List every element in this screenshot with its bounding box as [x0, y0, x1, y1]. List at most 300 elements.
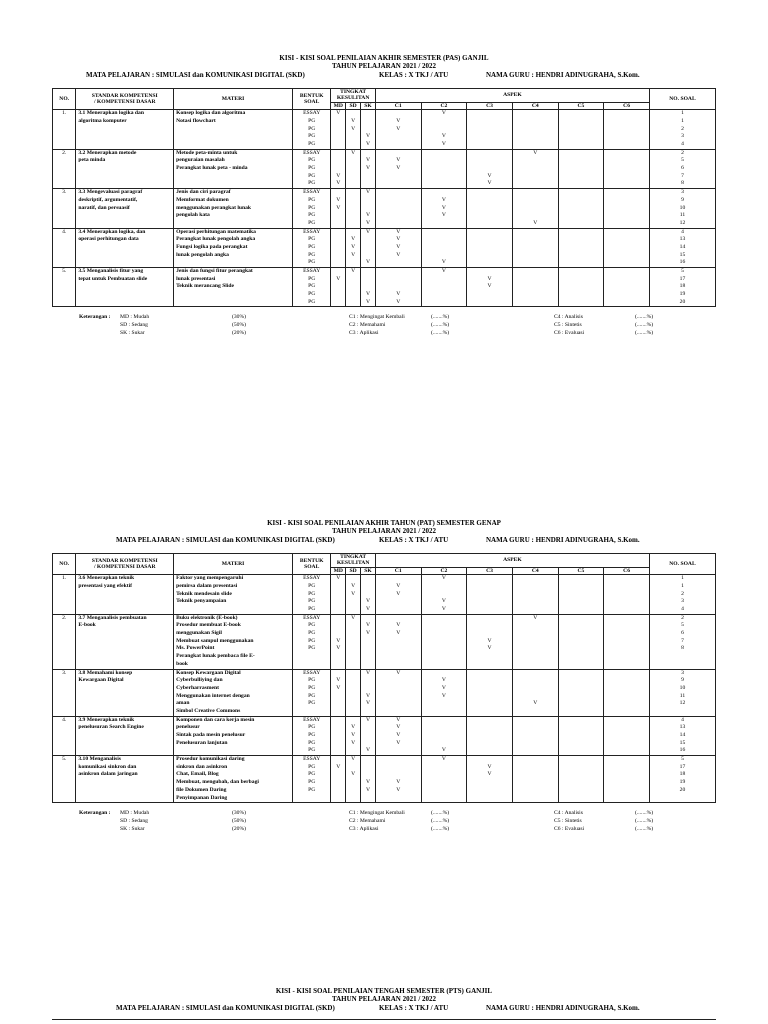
c3-mark — [469, 165, 510, 173]
c1-mark — [378, 212, 419, 220]
c2-mark — [424, 252, 465, 260]
no-soal: 8 — [681, 180, 684, 187]
sk-mark: V — [365, 212, 370, 219]
c1-mark-cell — [375, 268, 421, 307]
c3-mark-cell — [467, 716, 513, 755]
c6-mark — [606, 299, 647, 307]
no-soal: 3 — [681, 598, 684, 605]
c6-mark-cell — [604, 614, 650, 669]
materi-line: sinkron dan asinkron — [176, 763, 228, 770]
standar-kompetensi-line: peta minda — [78, 157, 106, 164]
bentuk-soal: PG — [308, 275, 316, 282]
sd-mark: V — [351, 756, 356, 763]
c2-mark: V — [441, 204, 446, 211]
c5-mark — [561, 291, 602, 299]
sk-mark — [363, 180, 373, 188]
c4-mark — [515, 787, 556, 795]
c2-mark: V — [441, 692, 446, 699]
materi-line: Ms. PowerPoint — [176, 645, 215, 652]
c2-mark-cell — [421, 669, 467, 716]
no-soal: 16 — [679, 747, 686, 754]
doc-meta — [52, 1004, 716, 1013]
bentuk-soal: PG — [308, 243, 316, 250]
c1-mark-cell — [375, 756, 421, 803]
no-soal: 15 — [679, 739, 686, 746]
c3-mark-cell — [467, 268, 513, 307]
c1-mark — [378, 638, 419, 646]
c2-mark — [424, 173, 465, 181]
c6-mark — [606, 670, 647, 678]
sd-mark-cell — [346, 614, 361, 669]
c5-mark — [561, 268, 602, 276]
col-c1-header: C1 — [375, 567, 421, 574]
c3-mark — [469, 756, 510, 764]
col-c6-header: C6 — [604, 567, 650, 574]
col-standar-header — [76, 554, 174, 575]
sd-mark — [348, 141, 358, 149]
sd-mark — [348, 677, 358, 685]
c1-mark — [378, 268, 419, 276]
c1-mark: V — [396, 243, 401, 250]
sk-mark: V — [365, 133, 370, 140]
md-mark: V — [336, 196, 341, 203]
c4-mark — [515, 630, 556, 638]
keterangan-label: Keterangan : — [79, 314, 111, 321]
c2-mark — [424, 283, 465, 291]
c5-mark — [561, 244, 602, 252]
no-soal: 5 — [681, 268, 684, 275]
table-top-border — [52, 1019, 716, 1020]
sd-mark — [348, 276, 358, 284]
c6-mark — [606, 236, 647, 244]
no-soal: 13 — [679, 236, 686, 243]
c5-mark — [561, 630, 602, 638]
c2-mark-cell — [421, 149, 467, 188]
bentuk-soal: PG — [308, 724, 316, 731]
c3-mark — [469, 291, 510, 299]
c4-mark — [515, 724, 556, 732]
c3-mark — [469, 787, 510, 795]
c2-mark — [424, 732, 465, 740]
c4-mark-cell — [512, 756, 558, 803]
no-soal: 2 — [681, 149, 684, 156]
c1-mark: V — [396, 622, 401, 629]
c2-mark — [424, 220, 465, 228]
c6-mark — [606, 126, 647, 134]
c4-mark — [515, 756, 556, 764]
sd-mark — [348, 638, 358, 646]
bentuk-soal: ESSAY — [303, 110, 321, 117]
materi-line: Penelusuran lanjutan — [176, 739, 228, 746]
c5-mark — [561, 670, 602, 678]
c1-mark — [378, 677, 419, 685]
md-mark: V — [336, 110, 341, 117]
sd-mark — [348, 693, 358, 701]
no-soal-cell — [649, 756, 715, 803]
sd-mark — [348, 157, 358, 165]
c1-mark — [378, 764, 419, 772]
table-row — [53, 110, 716, 149]
c6-mark-cell — [604, 228, 650, 267]
ket-c5: C5 : Sintetis — [554, 322, 582, 329]
standar-kompetensi — [76, 149, 174, 188]
bentuk-soal: PG — [308, 125, 316, 132]
bentuk-soal: PG — [308, 692, 316, 699]
c3-mark — [469, 141, 510, 149]
kelas: KELAS : X TKJ / ATU — [379, 536, 449, 544]
col-standar-line1: STANDAR KOMPETENSI — [91, 557, 158, 564]
c1-mark: V — [396, 165, 401, 172]
no-soal: 6 — [681, 165, 684, 172]
standar-kompetensi — [76, 614, 174, 669]
col-bentuk-line1: BENTUK — [299, 557, 324, 564]
c1-mark: V — [396, 298, 401, 305]
c6-mark — [606, 677, 647, 685]
c1-mark: V — [396, 125, 401, 132]
c3-mark — [469, 126, 510, 134]
kisi-kisi-pat — [52, 519, 716, 836]
standar-kompetensi-line: 3.3 Mengevaluasi paragraf — [78, 189, 143, 196]
ket-c1-pct: (.......%) — [431, 810, 450, 817]
bentuk-soal: ESSAY — [303, 575, 321, 582]
c6-mark — [606, 732, 647, 740]
md-mark — [333, 732, 343, 740]
c6-mark — [606, 717, 647, 725]
c2-mark — [424, 787, 465, 795]
no-soal-cell — [649, 575, 715, 614]
bentuk-soal: PG — [308, 180, 316, 187]
c3-mark — [469, 670, 510, 678]
c5-mark — [561, 622, 602, 630]
c5-mark — [561, 717, 602, 725]
c1-mark — [378, 197, 419, 205]
standar-kompetensi-line: 3.9 Menerapkan teknik — [78, 716, 135, 723]
c6-mark — [606, 244, 647, 252]
c5-mark — [561, 157, 602, 165]
c6-mark — [606, 756, 647, 764]
no-soal: 19 — [679, 291, 686, 298]
c6-mark — [606, 747, 647, 755]
materi — [174, 716, 293, 755]
c3-mark: V — [487, 645, 492, 652]
sk-mark — [363, 283, 373, 291]
bentuk-soal-cell — [293, 716, 331, 755]
col-standar-header — [76, 89, 174, 110]
c1-mark: V — [396, 716, 401, 723]
materi-line: pemirsa dalam presentasi — [176, 582, 238, 589]
ket-md-pct: (30%) — [232, 314, 246, 321]
c5-mark — [561, 591, 602, 599]
c3-mark — [469, 724, 510, 732]
bentuk-soal: PG — [308, 732, 316, 739]
c2-mark: V — [441, 133, 446, 140]
sd-mark: V — [351, 117, 356, 124]
no-soal: 19 — [679, 779, 686, 786]
c5-mark-cell — [558, 669, 604, 716]
md-mark: V — [336, 172, 341, 179]
c1-mark — [378, 615, 419, 623]
materi — [174, 614, 293, 669]
table-row — [53, 575, 716, 614]
sk-mark: V — [365, 716, 370, 723]
row-number: 1. — [53, 575, 76, 614]
c4-mark — [515, 165, 556, 173]
c6-mark — [606, 724, 647, 732]
c5-mark — [561, 615, 602, 623]
c6-mark — [606, 252, 647, 260]
row-number: 3. — [53, 189, 76, 228]
c6-mark — [606, 110, 647, 118]
c5-mark — [561, 299, 602, 307]
c3-mark — [469, 622, 510, 630]
md-mark — [333, 787, 343, 795]
no-soal: 5 — [681, 756, 684, 763]
c4-mark — [515, 645, 556, 653]
c4-mark-cell — [512, 189, 558, 228]
c2-mark — [424, 591, 465, 599]
md-mark — [333, 189, 343, 197]
sk-mark — [363, 276, 373, 284]
c5-mark — [561, 598, 602, 606]
col-md-header: MD — [331, 102, 346, 109]
c2-mark — [424, 700, 465, 708]
sk-mark: V — [365, 298, 370, 305]
c2-mark-cell — [421, 614, 467, 669]
c2-mark — [424, 638, 465, 646]
materi-line: Cyberharrasment — [176, 684, 219, 691]
c6-mark — [606, 205, 647, 213]
md-mark — [333, 740, 343, 748]
materi-line: Membuat sampul menggunakan — [176, 637, 254, 644]
ket-c6-pct: (.......%) — [635, 826, 654, 833]
sd-mark: V — [351, 236, 356, 243]
c3-mark — [469, 685, 510, 693]
sd-mark — [348, 717, 358, 725]
ket-c5: C5 : Sintetis — [554, 818, 582, 825]
bentuk-soal-cell — [293, 575, 331, 614]
c2-mark: V — [441, 141, 446, 148]
materi-line: lunak pengolah angka — [176, 251, 229, 258]
sd-mark: V — [351, 724, 356, 731]
sk-mark: V — [365, 779, 370, 786]
c6-mark — [606, 740, 647, 748]
ket-c2: C2 : Memahami — [349, 818, 386, 825]
sk-mark-cell — [361, 268, 376, 307]
c3-mark — [469, 259, 510, 267]
c6-mark — [606, 268, 647, 276]
col-sd-header: SD — [346, 102, 361, 109]
standar-kompetensi-line: Kewargaan Digital — [78, 677, 124, 684]
sd-mark — [348, 630, 358, 638]
c4-mark — [515, 299, 556, 307]
c1-mark — [378, 771, 419, 779]
md-mark — [333, 717, 343, 725]
c6-mark — [606, 645, 647, 653]
materi-line: Membuat, mengubah, dan berbagi — [176, 779, 259, 786]
no-soal: 16 — [679, 259, 686, 266]
no-soal: 1 — [681, 110, 684, 117]
col-c6-header: C6 — [604, 102, 650, 109]
md-mark — [333, 283, 343, 291]
c3-mark — [469, 598, 510, 606]
no-soal: 15 — [679, 251, 686, 258]
sk-mark: V — [365, 165, 370, 172]
c2-mark: V — [441, 756, 446, 763]
col-standar-line1: STANDAR KOMPETENSI — [91, 92, 158, 99]
standar-kompetensi-line: tepat untuk Pembuatan slide — [78, 275, 148, 282]
c3-mark — [469, 583, 510, 591]
col-tingkat-line1: TINGKAT — [340, 89, 367, 95]
materi-line: Operasi perhitungan matematika — [176, 228, 256, 235]
bentuk-soal: PG — [308, 196, 316, 203]
materi-line: lunak presentasi — [176, 275, 216, 282]
sd-mark — [348, 165, 358, 173]
ket-c1-pct: (.......%) — [431, 314, 450, 321]
c1-mark — [378, 150, 419, 158]
c1-mark-cell — [375, 575, 421, 614]
c2-mark — [424, 244, 465, 252]
c4-mark — [515, 126, 556, 134]
sd-mark — [348, 670, 358, 678]
c4-mark — [515, 252, 556, 260]
no-soal: 4 — [681, 716, 684, 723]
c2-mark — [424, 157, 465, 165]
c3-mark — [469, 189, 510, 197]
nama-guru: NAMA GURU : HENDRI ADINUGRAHA, S.Kom. — [486, 1004, 640, 1012]
sk-mark: V — [365, 141, 370, 148]
c2-mark — [424, 764, 465, 772]
standar-kompetensi-line: E-book — [78, 622, 96, 629]
c1-mark: V — [396, 630, 401, 637]
c1-mark-cell — [375, 716, 421, 755]
sd-mark-cell — [346, 575, 361, 614]
md-mark — [333, 252, 343, 260]
c2-mark-cell — [421, 268, 467, 307]
c5-mark — [561, 787, 602, 795]
c6-mark-cell — [604, 189, 650, 228]
c5-mark — [561, 118, 602, 126]
bentuk-soal: PG — [308, 645, 316, 652]
c4-mark — [515, 229, 556, 237]
c6-mark — [606, 630, 647, 638]
c4-mark: V — [533, 614, 538, 621]
bentuk-soal: ESSAY — [303, 716, 321, 723]
no-soal: 2 — [681, 590, 684, 597]
c2-mark — [424, 126, 465, 134]
sk-mark: V — [365, 622, 370, 629]
ket-c3: C3 : Aplikasi — [349, 330, 379, 337]
c1-mark — [378, 747, 419, 755]
sk-mark-cell — [361, 614, 376, 669]
kisi-table — [52, 553, 716, 803]
mata-pelajaran: MATA PELAJARAN : SIMULASI dan KOMUNIKASI DIGITAL (SKD) — [116, 536, 335, 544]
c5-mark — [561, 180, 602, 188]
row-number: 3. — [53, 669, 76, 716]
c4-mark — [515, 764, 556, 772]
col-c1-header: C1 — [375, 102, 421, 109]
no-soal-cell — [649, 716, 715, 755]
md-mark — [333, 118, 343, 126]
md-mark — [333, 693, 343, 701]
c6-mark-cell — [604, 669, 650, 716]
col-c4-header: C4 — [512, 102, 558, 109]
col-tingkat-line2: KESULITAN — [336, 560, 370, 567]
table-row — [53, 614, 716, 669]
sk-mark-cell — [361, 189, 376, 228]
c3-mark — [469, 732, 510, 740]
c2-mark: V — [441, 575, 446, 582]
no-soal: 5 — [681, 157, 684, 164]
ket-c4: C4 : Analisis — [554, 810, 583, 817]
ket-sd-pct: (50%) — [232, 322, 246, 329]
sd-mark: V — [351, 590, 356, 597]
c5-mark-cell — [558, 756, 604, 803]
ket-md: MD : Mudah — [120, 314, 150, 321]
bentuk-soal-cell — [293, 110, 331, 149]
c5-mark — [561, 165, 602, 173]
col-materi-header: MATERI — [174, 89, 293, 110]
no-soal-cell — [649, 669, 715, 716]
c3-mark — [469, 575, 510, 583]
md-mark — [333, 126, 343, 134]
ket-sd-pct: (50%) — [232, 818, 246, 825]
no-soal: 9 — [681, 677, 684, 684]
sk-mark: V — [365, 228, 370, 235]
c2-mark — [424, 118, 465, 126]
c5-mark — [561, 732, 602, 740]
sk-mark — [363, 150, 373, 158]
materi-line: Faktor yang mempengaruhi — [176, 575, 244, 582]
no-soal-cell — [649, 189, 715, 228]
c6-mark — [606, 212, 647, 220]
c6-mark — [606, 133, 647, 141]
c2-mark — [424, 165, 465, 173]
c1-mark — [378, 606, 419, 614]
materi-line: Perangkat lunak pembaca file E- — [176, 653, 255, 660]
c3-mark — [469, 630, 510, 638]
bentuk-soal: PG — [308, 236, 316, 243]
c1-mark-cell — [375, 110, 421, 149]
sk-mark — [363, 615, 373, 623]
c2-mark — [424, 229, 465, 237]
sd-mark — [348, 764, 358, 772]
bentuk-soal-cell — [293, 228, 331, 267]
sk-mark: V — [365, 189, 370, 196]
sk-mark-cell — [361, 575, 376, 614]
no-soal: 2 — [681, 125, 684, 132]
c2-mark — [424, 299, 465, 307]
bentuk-soal: PG — [308, 259, 316, 266]
ket-c3-pct: (.......%) — [431, 330, 450, 337]
col-tingkat-header — [331, 554, 376, 568]
col-bentuk-header — [293, 554, 331, 575]
sd-mark — [348, 180, 358, 188]
c4-mark: V — [533, 219, 538, 226]
ket-sk: SK : Sukar — [120, 330, 145, 337]
sk-mark: V — [365, 700, 370, 707]
c6-mark — [606, 591, 647, 599]
c5-mark — [561, 724, 602, 732]
col-no-header: NO. — [53, 554, 76, 575]
sd-mark: V — [351, 125, 356, 132]
sk-mark — [363, 110, 373, 118]
bentuk-soal: PG — [308, 739, 316, 746]
table-row — [53, 189, 716, 228]
col-materi-header: MATERI — [174, 554, 293, 575]
md-mark — [333, 747, 343, 755]
c5-mark-cell — [558, 110, 604, 149]
no-soal: 17 — [679, 275, 686, 282]
